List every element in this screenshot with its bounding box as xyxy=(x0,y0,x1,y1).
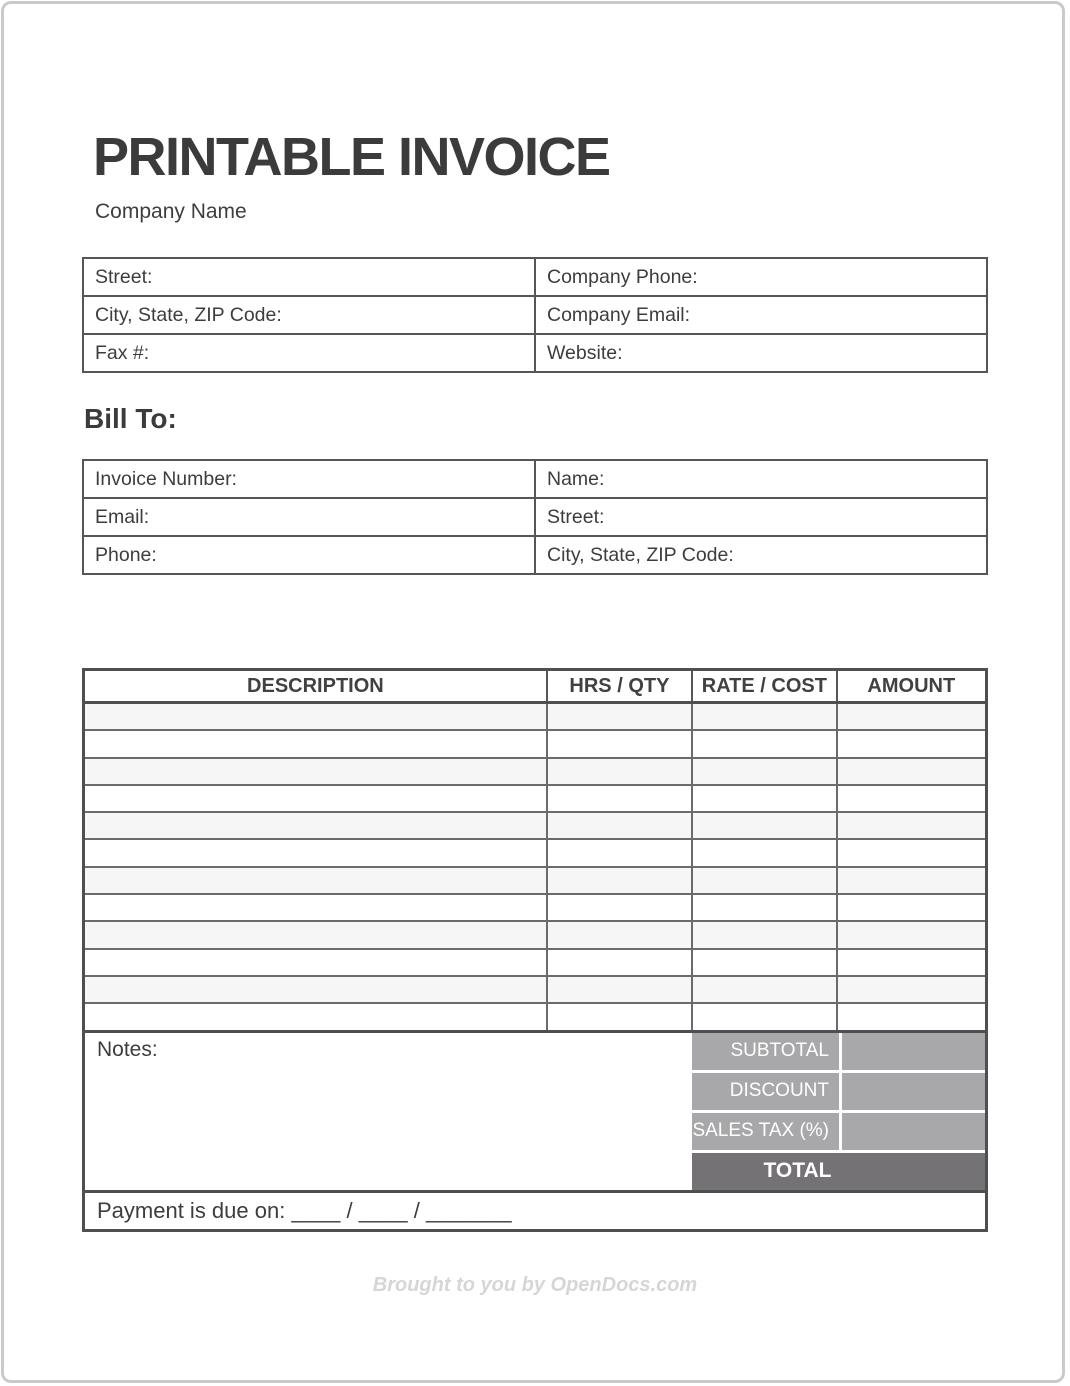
item-cell xyxy=(692,949,836,976)
table-row xyxy=(83,536,987,574)
totals-block xyxy=(692,1033,985,1190)
column-header-description: DESCRIPTION xyxy=(84,670,547,703)
column-header-amount: AMOUNT xyxy=(837,670,987,703)
item-cell xyxy=(547,812,692,839)
subtotal-value xyxy=(842,1033,985,1070)
table-row xyxy=(83,460,987,498)
company-name: Company Name xyxy=(95,200,247,223)
item-row xyxy=(84,867,987,894)
page-title: PRINTABLE INVOICE xyxy=(93,127,610,187)
item-cell xyxy=(837,1003,987,1031)
field-label-street: Street: xyxy=(83,258,535,296)
item-cell xyxy=(547,1003,692,1031)
item-cell xyxy=(84,758,547,785)
item-cell xyxy=(84,812,547,839)
notes-section xyxy=(82,1033,988,1193)
item-row xyxy=(84,894,987,921)
item-cell xyxy=(692,921,836,948)
item-cell xyxy=(837,949,987,976)
item-cell xyxy=(837,703,987,731)
item-cell xyxy=(837,867,987,894)
item-row xyxy=(84,921,987,948)
table-row xyxy=(83,258,987,296)
item-cell xyxy=(692,812,836,839)
item-cell xyxy=(837,785,987,812)
item-row xyxy=(84,1003,987,1031)
item-cell xyxy=(84,785,547,812)
item-row xyxy=(84,703,987,731)
item-row xyxy=(84,812,987,839)
bill-to-heading: Bill To: xyxy=(84,403,177,434)
field-label-name: Name: xyxy=(535,460,987,498)
table-row xyxy=(83,498,987,536)
field-label-fax: Fax #: xyxy=(83,334,535,372)
payment-due-line xyxy=(82,1190,988,1232)
item-cell xyxy=(692,730,836,757)
item-cell xyxy=(692,867,836,894)
page-content xyxy=(82,0,988,1297)
item-cell xyxy=(837,758,987,785)
item-row xyxy=(84,785,987,812)
item-cell xyxy=(692,1003,836,1031)
item-cell xyxy=(84,921,547,948)
item-cell xyxy=(84,839,547,866)
item-cell xyxy=(547,921,692,948)
column-header-rate-cost: RATE / COST xyxy=(692,670,836,703)
items-body xyxy=(84,703,987,1032)
discount-value xyxy=(842,1073,985,1110)
item-cell xyxy=(837,730,987,757)
item-cell xyxy=(84,949,547,976)
field-label-email: Email: xyxy=(83,498,535,536)
field-label-city-state-zip-billto: City, State, ZIP Code: xyxy=(535,536,987,574)
sales-tax-value xyxy=(842,1113,985,1150)
footer-credit: Brought to you by OpenDocs.com xyxy=(372,1273,698,1296)
notes-label: Notes: xyxy=(97,1037,158,1061)
item-cell xyxy=(84,867,547,894)
field-label-company-email: Company Email: xyxy=(535,296,987,334)
item-cell xyxy=(547,785,692,812)
table-row xyxy=(83,334,987,372)
item-row xyxy=(84,758,987,785)
item-row xyxy=(84,730,987,757)
item-row xyxy=(84,949,987,976)
field-label-invoice-number: Invoice Number: xyxy=(83,460,535,498)
item-cell xyxy=(692,703,836,731)
sales-tax-label: SALES TAX (%) xyxy=(692,1113,839,1150)
item-cell xyxy=(837,839,987,866)
item-cell xyxy=(84,894,547,921)
field-label-city-state-zip: City, State, ZIP Code: xyxy=(83,296,535,334)
field-label-website: Website: xyxy=(535,334,987,372)
discount-label: DISCOUNT xyxy=(692,1073,839,1110)
field-label-phone: Phone: xyxy=(83,536,535,574)
item-cell xyxy=(547,867,692,894)
bill-to-table xyxy=(82,459,988,575)
item-cell xyxy=(84,976,547,1003)
items-header-row xyxy=(84,670,987,703)
item-cell xyxy=(837,894,987,921)
item-row xyxy=(84,976,987,1003)
item-cell xyxy=(547,839,692,866)
column-header-hrs-qty: HRS / QTY xyxy=(547,670,692,703)
line-items-table xyxy=(82,668,988,1033)
subtotal-label: SUBTOTAL xyxy=(692,1033,839,1070)
item-cell xyxy=(837,921,987,948)
item-cell xyxy=(547,703,692,731)
item-cell xyxy=(692,839,836,866)
item-cell xyxy=(84,1003,547,1031)
item-row xyxy=(84,839,987,866)
item-cell xyxy=(547,949,692,976)
company-info-table xyxy=(82,257,988,373)
item-cell xyxy=(837,812,987,839)
item-cell xyxy=(692,758,836,785)
item-cell xyxy=(837,976,987,1003)
item-cell xyxy=(84,730,547,757)
total-label: TOTAL xyxy=(692,1153,985,1190)
item-cell xyxy=(84,703,547,731)
table-row xyxy=(83,296,987,334)
item-cell xyxy=(547,976,692,1003)
item-cell xyxy=(692,976,836,1003)
payment-due-text: Payment is due on: ____ / ____ / _______ xyxy=(97,1197,512,1223)
item-cell xyxy=(547,894,692,921)
item-cell xyxy=(692,785,836,812)
field-label-company-phone: Company Phone: xyxy=(535,258,987,296)
item-cell xyxy=(547,730,692,757)
field-label-street-billto: Street: xyxy=(535,498,987,536)
item-cell xyxy=(547,758,692,785)
item-cell xyxy=(692,894,836,921)
